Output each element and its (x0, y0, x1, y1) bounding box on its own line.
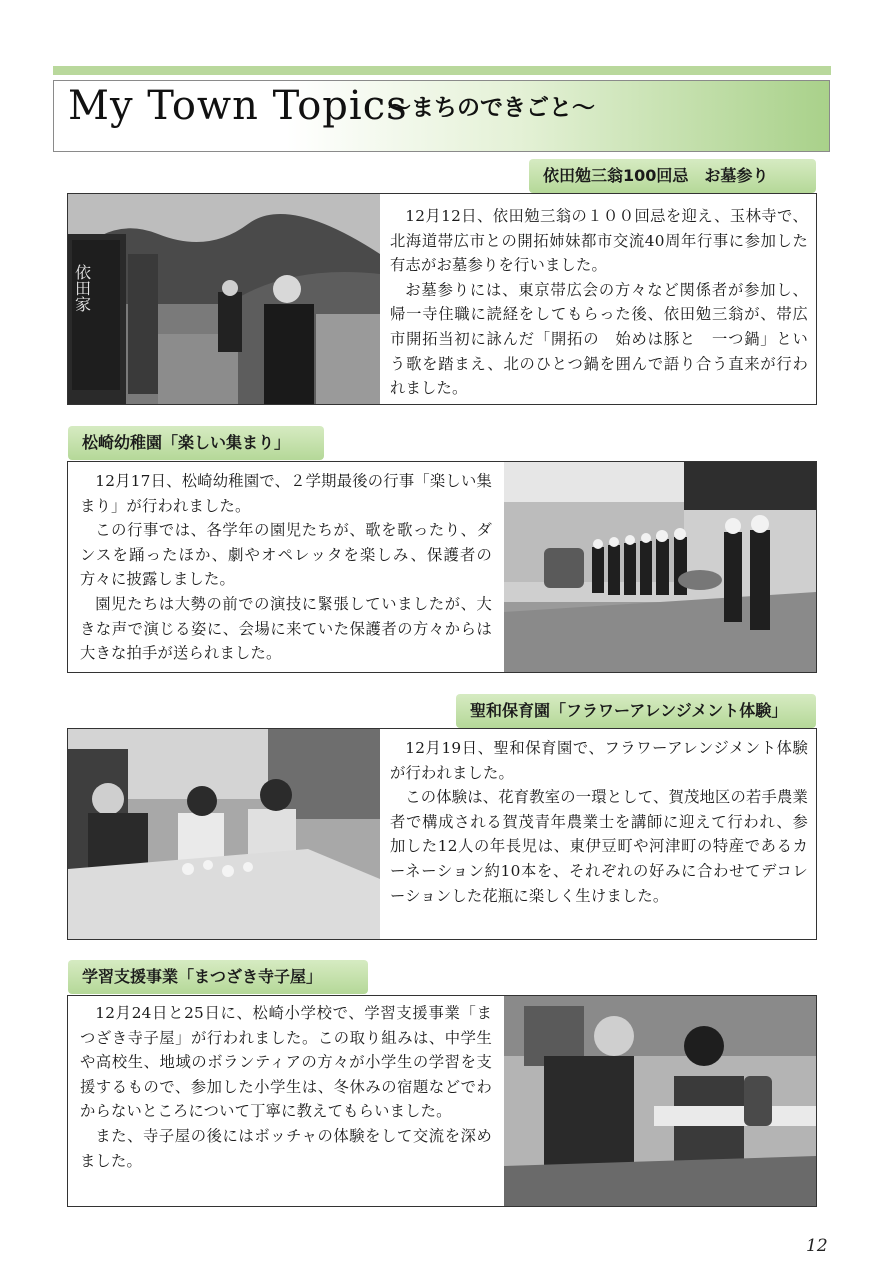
gravestone-inscription: 依田家 (72, 264, 92, 312)
paragraph: また、寺子屋の後にはボッチャの体験をして交流を深めました。 (80, 1126, 492, 1170)
article-heading-kindergarten: 松崎幼稚園「楽しい集まり」 (68, 426, 324, 460)
page-header (53, 80, 830, 152)
photo-grave-visit (68, 194, 380, 404)
photo-nursery (68, 729, 380, 939)
page-title: My Town Topics (68, 83, 408, 129)
paragraph: 12月24日と25日に、松崎小学校で、学習支援事業「まつざき寺子屋」が行われました。この取り組みは、中学生や高校生、地域のボランティアの方々が小学生の学習を支援するもので、参加した小学生は、冬休みの宿題などでわからないところについて丁寧に教えてもらいました。 (80, 1004, 492, 1121)
page-subtitle: ～まちのできごと～ (388, 95, 595, 121)
article-heading-terakoya: 学習支援事業「まつざき寺子屋」 (68, 960, 368, 994)
top-accent-bar (53, 66, 831, 75)
paragraph: 園児たちは大勢の前での演技に緊張していましたが、大きな声で演じる姿に、会場に来ていた保護者の方々からは大きな拍手が送られました。 (80, 594, 492, 663)
paragraph: 12月17日、松崎幼稚園で、２学期最後の行事「楽しい集まり」が行われました。 (80, 472, 492, 515)
article-grave-visit (67, 193, 817, 405)
paragraph: お墓参りには、東京帯広会の方々など関係者が参加し、帰一寺住職に読経をしてもらった後、依田勉三翁が、帯広市開拓当初に詠んだ「開拓の 始めは豚と 一つ鍋」という歌を踏まえ、北のひとつ鍋を囲んで語り合う直来が行われました。 (390, 280, 808, 398)
paragraph: 12月19日、聖和保育園で、フラワーアレンジメント体験が行われました。 (390, 739, 808, 782)
article-body (80, 1001, 492, 1173)
article-kindergarten (67, 461, 817, 673)
article-terakoya (67, 995, 817, 1207)
paragraph: この体験は、花育教室の一環として、賀茂地区の若手農業者で構成される賀茂青年農業士を講師に迎えて行われ、参加した12人の年長児は、東伊豆町や河津町の特産であるカーネーション約10本を、それぞれの好みに合わせてデコレーションした花瓶に楽しく生けました。 (390, 788, 808, 905)
article-heading-nursery: 聖和保育園「フラワーアレンジメント体験」 (456, 694, 816, 728)
article-body (390, 736, 808, 908)
article-nursery (67, 728, 817, 940)
article-body (390, 204, 808, 401)
page-number: 12 (806, 1236, 828, 1256)
photo-terakoya (504, 996, 816, 1206)
article-body (80, 469, 492, 666)
photo-kindergarten (504, 462, 816, 672)
article-heading-grave-visit: 依田勉三翁100回忌 お墓参り (529, 159, 816, 193)
paragraph: この行事では、各学年の園児たちが、歌を歌ったり、ダンスを踊ったほか、劇やオペレッタを楽しみ、保護者の方々に披露しました。 (80, 521, 492, 589)
paragraph: 12月12日、依田勉三翁の１００回忌を迎え、玉林寺で、北海道帯広市との開拓姉妹都市交流40周年行事に参加した有志がお墓参りを行いました。 (390, 207, 808, 275)
